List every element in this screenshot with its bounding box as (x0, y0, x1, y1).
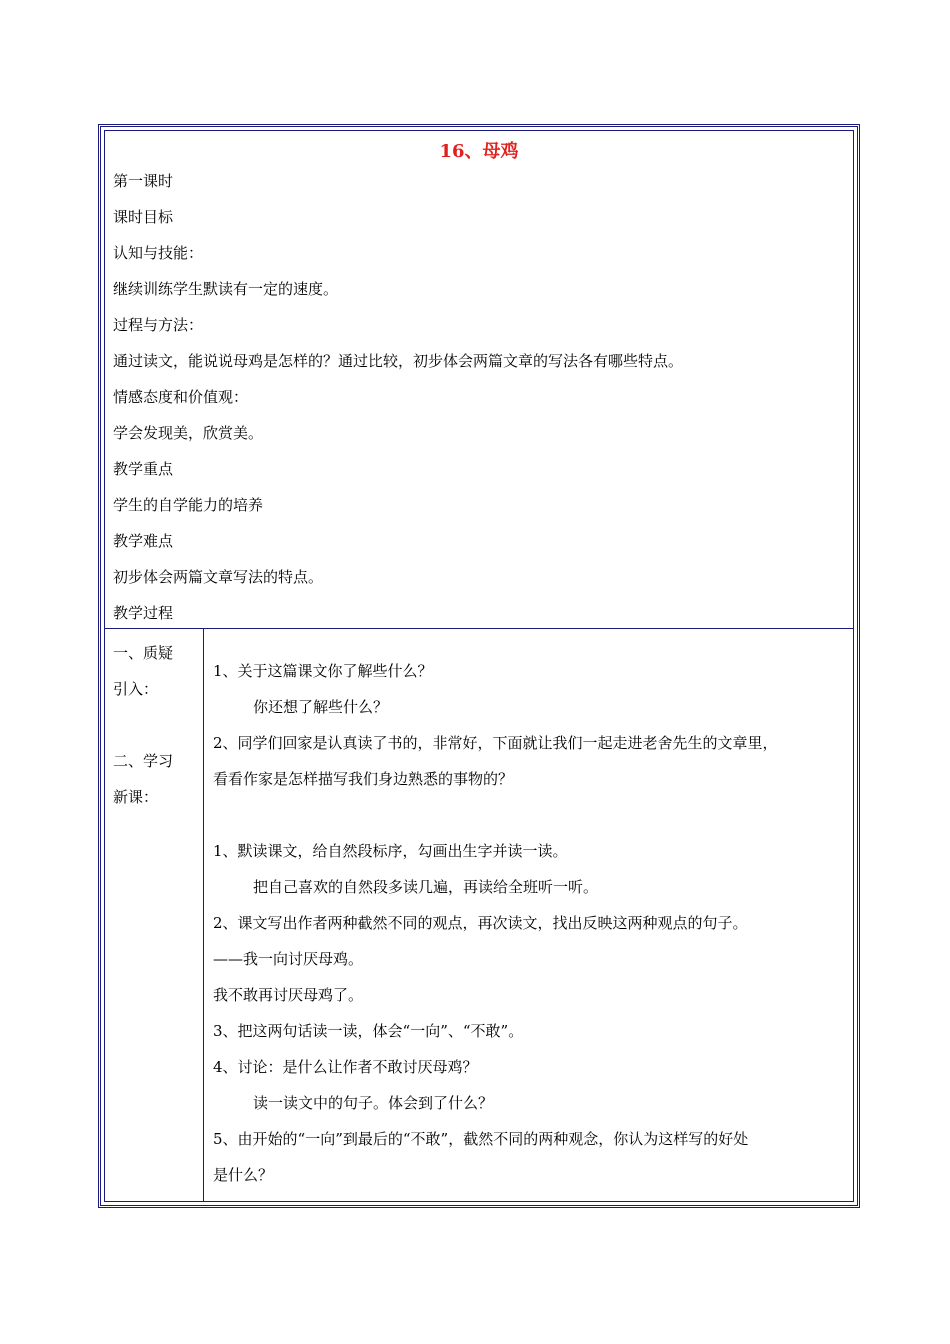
text-line: 课时目标 (113, 208, 174, 226)
text-line: 4、讨论：是什么让作者不敢讨厌母鸡？ (213, 1058, 478, 1076)
text-line: 2、同学们回家是认真读了书的，非常好，下面就让我们一起走进老舍先生的文章里， (213, 734, 778, 752)
lesson-objectives (113, 163, 853, 631)
text-line: 通过读文，能说说母鸡是怎样的？通过比较，初步体会两篇文章的写法各有哪些特点。 (113, 352, 684, 370)
text-line: 继续训练学生默读有一定的速度。 (113, 280, 339, 298)
section-label: 二、学习 (113, 752, 174, 770)
text-line: 把自己喜欢的自然段多读几遍，再读给全班听一听。 (253, 878, 599, 896)
table-inner-border (104, 130, 854, 1202)
text-line: 看看作家是怎样描写我们身边熟悉的事物的？ (213, 770, 514, 788)
text-line: 第一课时 (113, 172, 174, 190)
text-line: 过程与方法： (113, 316, 204, 334)
text-line: 教学重点 (113, 460, 174, 478)
section-labels (113, 635, 199, 815)
teaching-process (213, 653, 845, 1193)
text-line: 教学过程 (113, 604, 174, 622)
section-label: 一、质疑 (113, 644, 174, 662)
text-line: 1、默读课文，给自然段标序，勾画出生字并读一读。 (213, 842, 568, 860)
row-divider (105, 628, 853, 629)
text-line: 认知与技能： (113, 244, 204, 262)
text-line: 学生的自学能力的培养 (113, 496, 264, 514)
text-line: ——我一向讨厌母鸡。 (213, 950, 364, 968)
text-line: 学会发现美，欣赏美。 (113, 424, 264, 442)
text-line: 1、关于这篇课文你了解些什么？ (213, 662, 433, 680)
column-divider (203, 628, 204, 1201)
text-line: 5、由开始的“一向”到最后的“不敢”，截然不同的两种观念，你认为这样写的好处 (213, 1130, 749, 1148)
text-line: 2、课文写出作者两种截然不同的观点，再次读文，找出反映这两种观点的句子。 (213, 914, 748, 932)
text-line: 你还想了解些什么？ (253, 698, 389, 716)
text-line: 我不敢再讨厌母鸡了。 (213, 986, 364, 1004)
text-line: 情感态度和价值观： (113, 388, 249, 406)
lesson-table (98, 124, 860, 1208)
section-label: 引入： (113, 680, 159, 698)
text-line: 初步体会两篇文章写法的特点。 (113, 568, 324, 586)
text-line: 教学难点 (113, 532, 174, 550)
section-label: 新课： (113, 788, 159, 806)
text-line: 3、把这两句话读一读，体会“一向”、“不敢”。 (213, 1022, 524, 1040)
text-line: 是什么？ (213, 1166, 274, 1184)
text-line: 读一读文中的句子。体会到了什么？ (253, 1094, 494, 1112)
lesson-title: 16、母鸡 (439, 141, 519, 162)
